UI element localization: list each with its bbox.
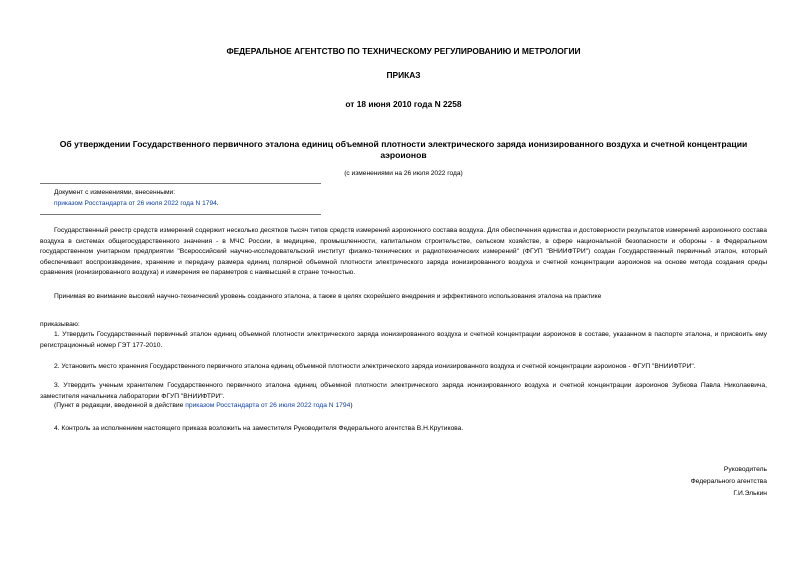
document-date-number: от 18 июня 2010 года N 2258 [345, 99, 462, 109]
paragraph-item-2: 2. Установить место хранения Государственного первичного эталона единиц объемной плотности электрического заряда ионизированного воздуха и счетной концентрации аэроионов - ФГУП "ВНИИФТРИ". [54, 363, 696, 370]
document-title: Об утверждении Государственного первичного эталона единиц объемной плотности электрического заряда ионизированного воздуха и счетной концентрации аэроионов [59, 139, 748, 160]
order-word: приказываю: [40, 321, 80, 328]
changes-line [54, 198, 219, 209]
changes-bottom-divider [40, 214, 321, 215]
signature-position: Руководитель [723, 466, 767, 473]
paragraph-item-4: 4. Контроль за исполнением настоящего приказа возложить на заместителя Руководителя Федерального агентства В.Н.Крутикова. [54, 425, 464, 432]
changes-label: Документ с изменениями, внесенными: [54, 189, 176, 196]
changes-top-divider [40, 183, 321, 184]
item-3-amendment-note [54, 402, 353, 409]
paragraph-item-1: 1. Утвердить Государственный первичный эталон единиц объемной плотности электрического заряда ионизированного воздуха и счетной концентрации аэроионов в составе, указанном в паспорте эталона, и присвоить ему регистрационный номер ГЭТ 177-2010. [40, 331, 767, 349]
document-type: ПРИКАЗ [386, 70, 421, 80]
paragraph-registry: Государственный реестр средств измерений содержит несколько десятков тысяч типов средств измерений аэроионного состава воздуха. Для обеспечения единства и достоверности результатов измерений аэроионного состава воздуха в системах общегосударственного значения - в МЧС России, в медицине, промышленности, капитальном строительстве, сельском хозяйстве, в сфере национальной безопасности и обороны - в Федеральном государственном унитарном предприятии "Всероссийский научно-исследовательский институт физико-технических и радиотехнических измерений" (ФГУП "ВНИИФТРИ") создан Государственный первичный эталон, который обеспечивает воспроизведение, хранение и передачу размера единиц полярной объемной плотности электрического заряда ионизированного воздуха и счетной концентрации аэроионов на основе метода создания среды сравнения (ионизированного воздуха) и измерения ее параметров с наивысшей в стране точностью. [40, 227, 767, 277]
paragraph-considering: Принимая во внимание высокий научно-технический уровень созданного эталона, а также в целях скорейшего внедрения и эффективного использования эталона на практике [54, 293, 602, 300]
amendment-note-suffix: ) [350, 402, 353, 409]
changes-link-suffix: . [216, 200, 219, 207]
changes-link[interactable]: приказом Росстандарта от 26 июля 2022 года N 1794 [54, 200, 217, 207]
amendment-note-prefix: (Пункт в редакции, введенной в действие [54, 402, 186, 409]
agency-heading: ФЕДЕРАЛЬНОЕ АГЕНТСТВО ПО ТЕХНИЧЕСКОМУ РЕГУЛИРОВАНИЮ И МЕТРОЛОГИИ [226, 46, 581, 56]
signature-name: Г.И.Элькин [733, 490, 767, 497]
paragraph-item-3: 3. Утвердить ученым хранителем Государственного первичного эталона единиц объемной плотности электрического заряда ионизированного воздуха и счетной концентрации аэроионов Зубкова Павла Николаевича, заместителя начальника лаборатории ФГУП "ВНИИФТРИ". [40, 382, 767, 400]
revision-note: (с изменениями на 26 июля 2022 года) [344, 170, 463, 177]
signature-organization: Федерального агентства [690, 478, 767, 485]
signature-block [691, 464, 767, 500]
changes-box [54, 187, 219, 209]
amendment-note-link[interactable]: приказом Росстандарта от 26 июля 2022 года N 1794 [185, 402, 351, 409]
